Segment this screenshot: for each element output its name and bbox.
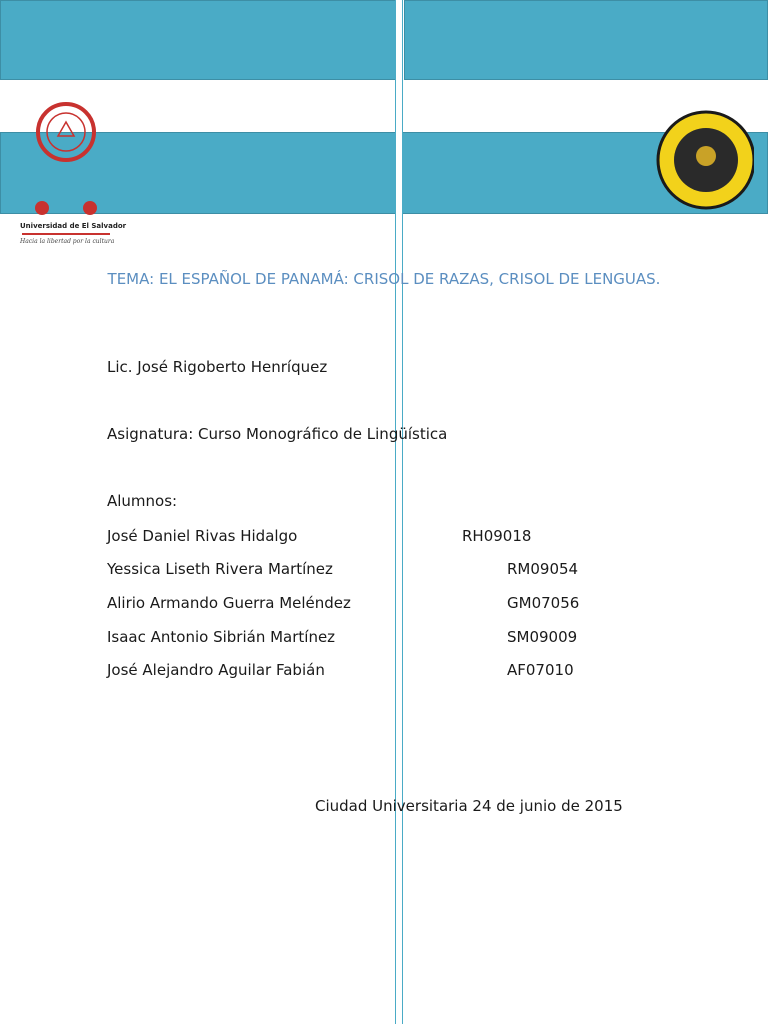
students-label: Alumnos: [107, 492, 178, 510]
top-band-right [404, 0, 768, 80]
middle-band [0, 132, 768, 214]
student-name: Yessica Liseth Rivera Martínez [107, 560, 333, 578]
vertical-divider [395, 0, 403, 1024]
student-code: RM09054 [507, 560, 579, 578]
student-name: José Daniel Rivas Hidalgo [107, 527, 298, 545]
faculty-seal-icon [654, 82, 754, 238]
subject-line: Asignatura: Curso Monográfico de Lingüística [107, 425, 448, 443]
university-motto: Hacia la libertad por la cultura [20, 238, 115, 245]
student-code: SM09009 [507, 628, 578, 646]
student-code: AF07010 [507, 661, 574, 679]
student-name: José Alejandro Aguilar Fabián [107, 661, 325, 679]
faculty-logo [654, 82, 754, 238]
document-title: TEMA: EL ESPAÑOL DE PANAMÁ: CRISOL DE RAZAS, CRISOL DE LENGUAS. [107, 270, 661, 288]
student-name: Alirio Armando Guerra Meléndez [107, 594, 351, 612]
student-code: GM07056 [507, 594, 580, 612]
university-caption: Universidad de El Salvador [20, 222, 127, 230]
university-logo [20, 100, 127, 250]
student-name: Isaac Antonio Sibrián Martínez [107, 628, 336, 646]
student-code: RH09018 [462, 527, 532, 545]
teacher-line: Lic. José Rigoberto Henríquez [107, 358, 328, 376]
place-date: Ciudad Universitaria 24 de junio de 2015 [315, 797, 623, 815]
top-band-left [0, 0, 396, 80]
